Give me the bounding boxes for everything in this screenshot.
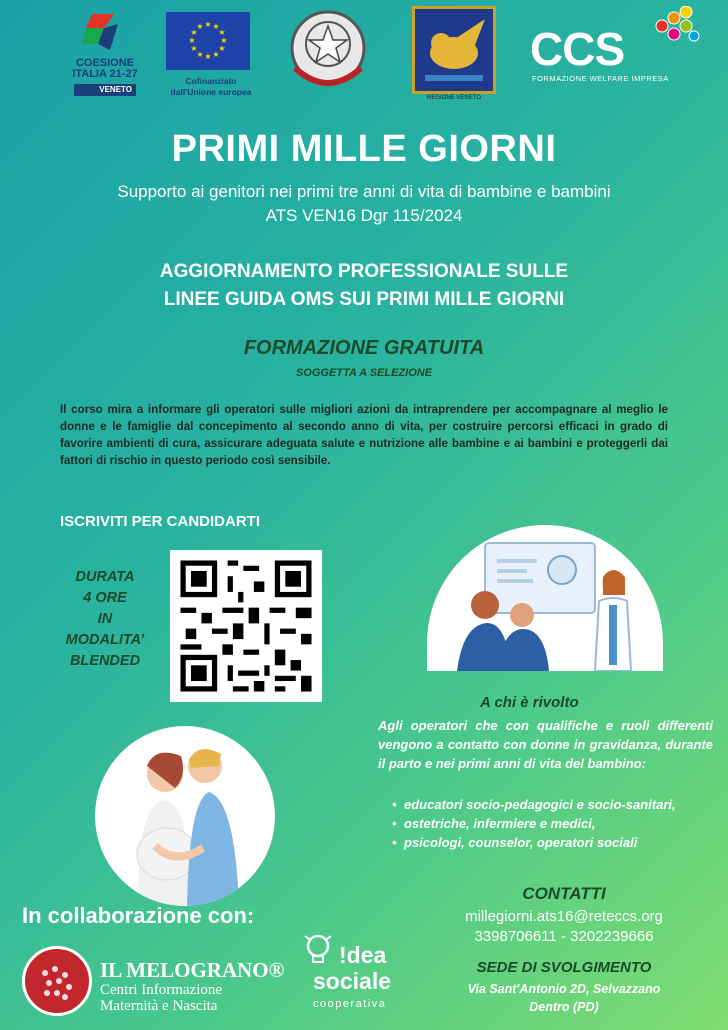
ccs-tagline: FORMAZIONE WELFARE IMPRESA bbox=[532, 74, 669, 83]
list-item: • psicologi, counselor, operatori sociali bbox=[392, 833, 712, 852]
signup-label: ISCRIVITI PER CANDIDARTI bbox=[60, 513, 261, 530]
course-intro: Il corso mira a informare gli operatori sulle migliori azioni da intraprendere per accompagnare al meglio le donne e le famiglie dal concepimento al secondo anno di vita, per costruire percorsi efficaci in grado di favorire ambienti di cura, assicurare adeguata salute e nutrizione alle bambine e ai bambini e proteggerli dai fattori di rischio in questo periodo così sensibile. bbox=[60, 403, 668, 467]
sociale-word: sociale bbox=[313, 968, 391, 994]
svg-text:★: ★ bbox=[204, 52, 212, 61]
coesione-italia-logo bbox=[70, 6, 140, 102]
regione-veneto-logo bbox=[410, 6, 498, 102]
target-description: Agli operatori che con qualifiche e ruoli differenti vengono a contatto con donne in gravidanza, durante il parto e nei primi anni di vita del bambino: bbox=[378, 718, 713, 771]
contacts-heading: CONTATTI bbox=[522, 884, 606, 903]
lion-icon bbox=[415, 9, 493, 91]
free-training-label: FORMAZIONE GRATUITA bbox=[243, 337, 485, 359]
coesione-line1: COESIONE bbox=[75, 57, 135, 69]
eu-caption: Cofinanziato dall'Unione europea bbox=[170, 76, 252, 97]
pregnant-couple-illustration bbox=[95, 726, 275, 906]
selection-note: SOGGETTA A SELEZIONE bbox=[295, 367, 433, 379]
target-list bbox=[392, 795, 712, 852]
doctor-consultation-illustration bbox=[427, 525, 663, 671]
qr-code-icon bbox=[170, 550, 322, 702]
melograno-line2: Centri Informazione bbox=[100, 982, 223, 998]
contact-email[interactable]: millegiorni.ats16@reteccs.org bbox=[465, 908, 663, 925]
lightbulb-icon bbox=[303, 932, 333, 968]
ccs-logo bbox=[530, 6, 700, 102]
idea-word: !dea bbox=[339, 942, 387, 968]
duration-line: MODALITA’ bbox=[65, 632, 145, 648]
melograno-name: IL MELOGRANO® bbox=[100, 958, 285, 982]
venue-heading: SEDE DI SVOLGIMENTO bbox=[476, 959, 652, 976]
cooperativa-word: cooperativa bbox=[313, 998, 387, 1010]
coesione-mark-icon bbox=[78, 10, 126, 58]
eu-flag bbox=[166, 12, 250, 70]
contact-phone[interactable]: 3398706611 - 3202239666 bbox=[474, 928, 654, 945]
eu-logo bbox=[165, 6, 257, 102]
consultation-icon bbox=[427, 525, 663, 671]
svg-text:★: ★ bbox=[212, 22, 220, 31]
svg-text:★: ★ bbox=[190, 44, 198, 53]
duration-line: IN bbox=[97, 611, 113, 627]
svg-text:★: ★ bbox=[196, 22, 204, 31]
target-heading: A chi è rivolto bbox=[480, 694, 579, 711]
duration-line: BLENDED bbox=[69, 653, 141, 669]
signup-qr-code[interactable] bbox=[170, 550, 322, 702]
svg-text:★: ★ bbox=[212, 50, 220, 59]
page-subtitle: Supporto ai genitori nei primi tre anni di vita di bambine e bambini bbox=[117, 182, 611, 201]
svg-text:★: ★ bbox=[220, 36, 228, 45]
duration-line: DURATA bbox=[75, 569, 135, 585]
duration-line: 4 ORE bbox=[83, 590, 127, 606]
coesione-region: VENETO bbox=[74, 84, 136, 96]
course-heading-line2: LINEE GUIDA OMS SUI PRIMI MILLE GIORNI bbox=[163, 289, 565, 310]
il-melograno-logo bbox=[22, 946, 292, 1018]
duration-block bbox=[40, 567, 170, 672]
course-heading bbox=[0, 258, 728, 314]
collaboration-label: In collaborazione con: bbox=[22, 903, 255, 928]
veneto-caption: REGIONE VENETO bbox=[427, 95, 481, 101]
svg-text:★: ★ bbox=[188, 36, 196, 45]
svg-text:★: ★ bbox=[218, 44, 226, 53]
venue-line2: Dentro (PD) bbox=[529, 1000, 599, 1014]
course-heading-line1: AGGIORNAMENTO PROFESSIONALE SULLE bbox=[159, 261, 569, 282]
pomegranate-icon bbox=[22, 946, 92, 1016]
hexagon-cluster-icon bbox=[654, 6, 700, 46]
veneto-lion-badge bbox=[412, 6, 496, 94]
emblem-icon bbox=[285, 6, 371, 102]
svg-text:★: ★ bbox=[196, 50, 204, 59]
eu-stars-icon bbox=[166, 12, 250, 70]
couple-icon bbox=[95, 726, 275, 906]
melograno-line3: Maternità e Nascita bbox=[100, 998, 218, 1014]
page-title: PRIMI MILLE GIORNI bbox=[171, 128, 557, 170]
idea-sociale-logo bbox=[303, 932, 403, 1022]
ccs-name: CCS bbox=[530, 23, 625, 75]
svg-text:★: ★ bbox=[190, 28, 198, 37]
list-item: • educatori socio-pedagogici e socio-sanitari, bbox=[392, 795, 712, 814]
ats-reference: ATS VEN16 Dgr 115/2024 bbox=[265, 206, 463, 225]
repubblica-italiana-emblem bbox=[285, 6, 371, 102]
svg-text:★: ★ bbox=[218, 28, 226, 37]
venue-line1: Via Sant'Antonio 2D, Selvazzano bbox=[467, 982, 661, 996]
venue-address bbox=[440, 980, 688, 1016]
coesione-line2: ITALIA 21-27 bbox=[72, 68, 138, 80]
svg-text:★: ★ bbox=[204, 20, 212, 29]
list-item: • ostetriche, infermiere e medici, bbox=[392, 814, 712, 833]
